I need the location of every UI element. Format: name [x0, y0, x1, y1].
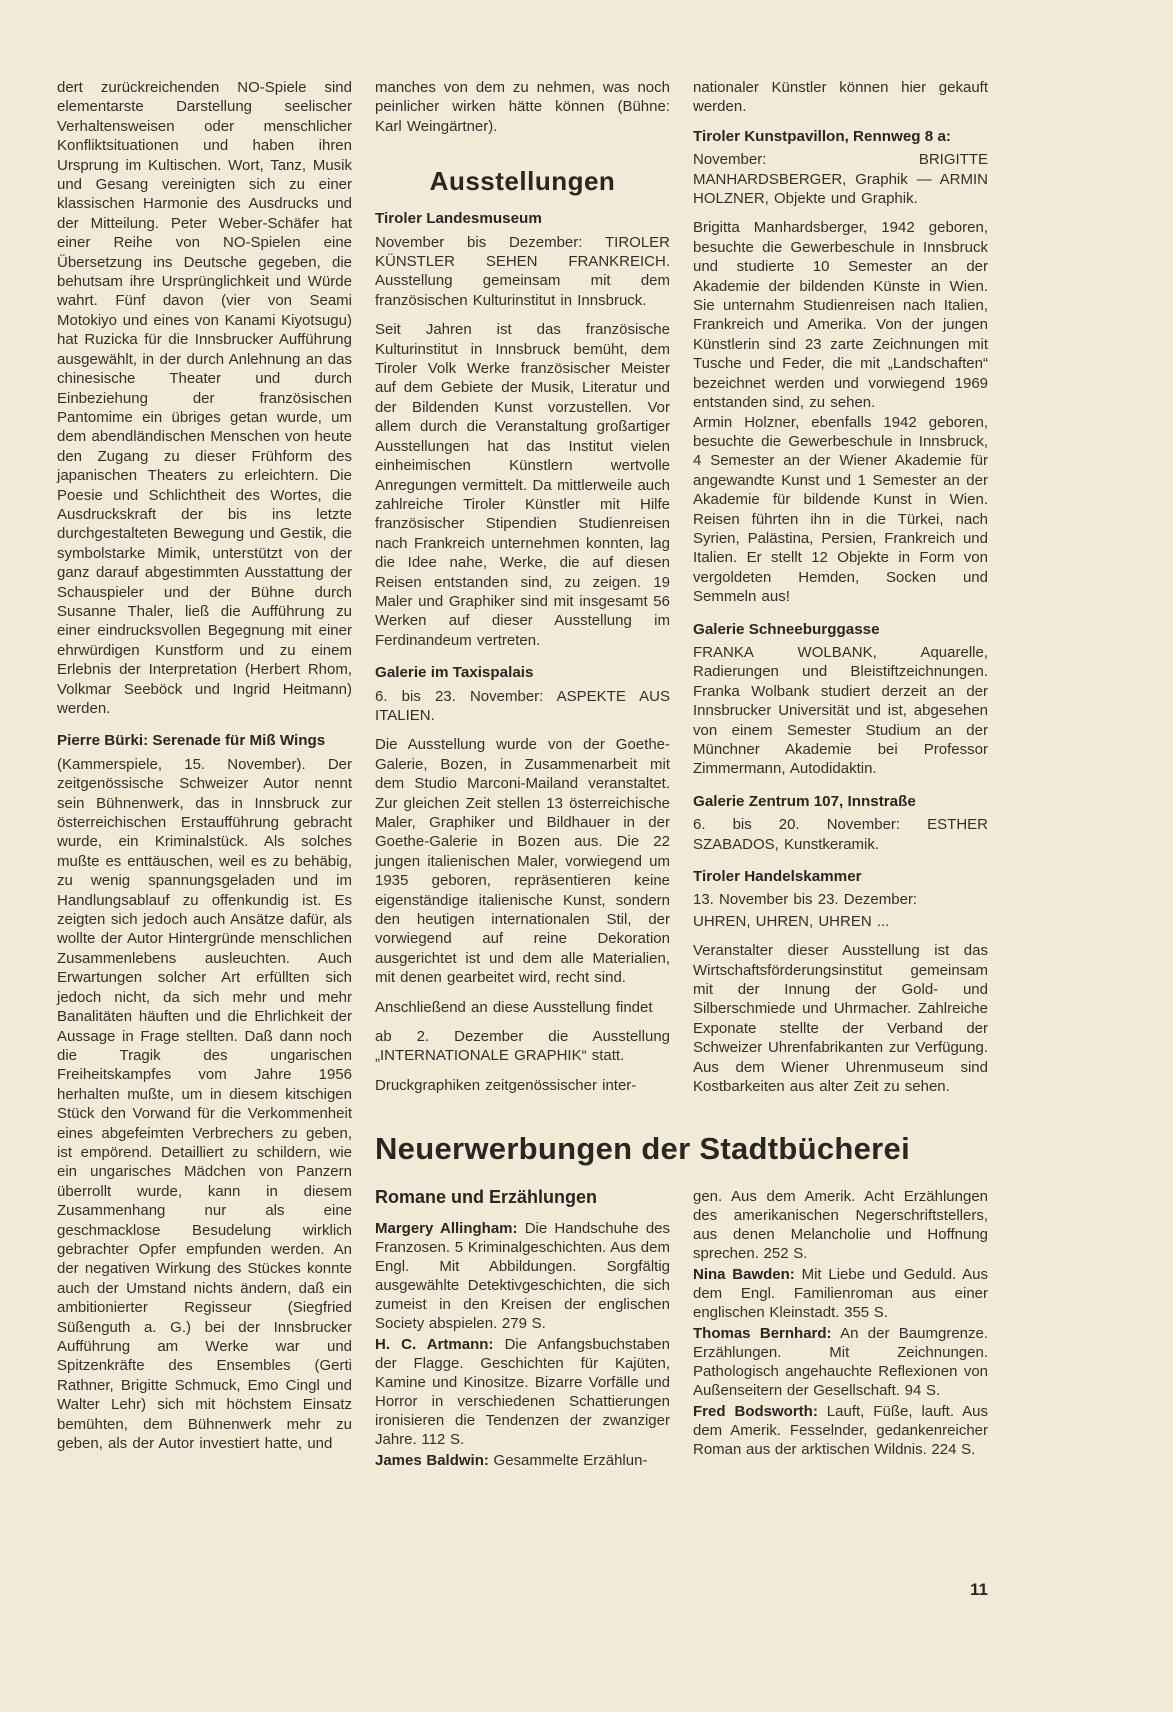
book-author: Margery Allingham: [375, 1219, 518, 1237]
book-text: Lauft, Füße, lauft. Aus dem Amerik. Fesselnder, gedankenreicher Roman aus der arktischen Wildnis. 224 S. [693, 1402, 988, 1458]
continuation-paragraph-2: nationaler Künstler können hier gekauft werden. [693, 79, 988, 116]
book-text: Die Handschuhe des Franzosen. 5 Kriminalgeschichten. Aus dem Engl. Mit Abbildungen. Sorgfältig ausgewählte Detektivgeschichten, die sich zumeist in den Kreisen der englischen Society abspielen. 279 S. [375, 1219, 671, 1332]
library-columns [375, 1187, 988, 1472]
library-section-title: Neuerwerbungen der Stadtbücherei [375, 1130, 910, 1166]
library-column-right [693, 1187, 988, 1472]
taxispalais-paragraph-4: ab 2. Dezember die Ausstellung „INTERNATIONALE GRAPHIK“ statt. [375, 1028, 670, 1065]
book-entry-artmann [375, 1335, 670, 1449]
book-entry-bawden [693, 1265, 988, 1322]
book-author: Fred Bodsworth: [693, 1402, 818, 1420]
buerki-heading: Pierre Bürki: Serenade für Miß Wings [57, 732, 326, 750]
kunstpavillon-paragraph-1: November: BRIGITTE MANHARDSBERGER, Graphik — ARMIN HOLZNER, Objekte und Graphik. [693, 151, 988, 208]
handelskammer-heading: Tiroler Handelskammer [693, 868, 862, 886]
landesmuseum-paragraph-2: Seit Jahren ist das französische Kulturinstitut in Innsbruck bemüht, dem Tiroler Volk Werke französischer Meister auf dem Gebiete der Musik, Literatur und der Bildenden Kunst vorzustellen. Vor allem durch die Veranstaltung großartiger Ausstellungen hat das Institut vielen einheimischen Künstlern wertvolle Anregungen vermittelt. Da mittlerweile auch zahlreiche Tiroler Künstler mit Hilfe französischer Stipendien Studienreisen nach Frankreich unternehmen konnten, lag die Idee nahe, Werke, die auf diesen Reisen entstanden sind, zu zeigen. 19 Maler und Graphiker sind mit insgesamt 56 Werken auf dieser Ausstellung im Ferdinandeum vertreten. [375, 321, 670, 649]
book-entry-baldwin-continuation [693, 1187, 988, 1263]
buerki-review-paragraph: (Kammerspiele, 15. November). Der zeitgenössische Schweizer Autor nennt sein Bühnenwerk, das in Innsbruck zur österreichischen Erstaufführung gebracht wurde, ein Kriminalstück. Als solches mußte es enttäuschen, weil es zu behäbig, zu wenig spannungsgeladen und im Handlungsablauf zu offenkundig ist. Es zeigten sich jedoch auch Ansätze dafür, als wollte der Autor Hintergründe menschlichen Zusammenlebens ausleuchten. Auch Erwartungen solcher Art erfüllten sich jedoch nicht, da sich mehr und mehr Banalitäten häuften und die Ehrlichkeit der Aussage in Frage stellten. Daß dann noch die Tragik des ungarischen Freiheitskampfes vom Jahre 1956 herhalten mußte, um in diesem kitschigen Stück den Vorwand für die Verkommenheit eines abgefeimten Verbrechers zu geben, ist empörend. Detailliert zu schildern, wie ein ungarisches Mädchen von Panzern überrollt wurde, kann in diesem Zusammenhang nur als eine geschmacklose Besudelung wirklich gebrachter Opfer empfunden werden. An der negativen Wirkung des Stückes konnte auch der Umstand nichts ändern, daß ein ambitionierter Regisseur (Siegfried Süßenguth a. G.) bei der Innsbrucker Aufführung am Werke war und Spitzenkräfte des Ensembles (Gerti Rathner, Brigitte Schmuck, Emo Cingl und Walter Lehr) sich mit höchstem Einsatz bemühten, dem Bühnenwerk mehr zu geben, als der Autor investiert hatte, und [57, 755, 352, 1453]
handelskammer-paragraph-1: 13. November bis 23. Dezember: [693, 891, 918, 909]
landesmuseum-paragraph-1: November bis Dezember: TIROLER KÜNSTLER SEHEN FRANKREICH. Ausstellung gemeinsam mit dem französischen Kulturinstitut in Innsbruck. [375, 233, 670, 309]
book-entry-allingham [375, 1219, 670, 1333]
ausstellungen-heading: Ausstellungen [429, 166, 616, 197]
kunstpavillon-paragraph-3: Armin Holzner, ebenfalls 1942 geboren, besuchte die Gewerbeschule in Innsbruck, 4 Semester an der Wiener Akademie für angewandte Kunst und 1 Semester an der Akademie für bildende Kunst in Wien. Reisen führten ihn in die Türkei, nach Syrien, Palästina, Persien, Frankreich und Italien. Er stellt 12 Objekte in Form von vergoldeten Hemden, Socken und Semmeln aus! [693, 413, 988, 606]
schneeburggasse-paragraph: FRANKA WOLBANK, Aquarelle, Radierungen und Bleistiftzeichnungen. Franka Wolbank studiert derzeit an der Innsbrucker Universität und ist, abgesehen von einem Semester Studium an der Münchner Akademie bei Professor Zimmermann, Autodidaktin. [693, 643, 988, 778]
page-content [57, 78, 988, 1472]
kunstpavillon-paragraph-2: Brigitta Manhardsberger, 1942 geboren, besuchte die Gewerbeschule in Innsbruck und studierte 10 Semester an der Akademie der bildenden Künste in Wien. Sie unternahm Studienreisen nach Italien, Frankreich und Amerika. Von der jungen Künstlerin sind 23 zarte Zeichnungen mit Tusche und Feder, die mit „Landschaften“ bezeichnet werden und vorwiegend 1969 entstanden sind, zu sehen. [693, 219, 988, 412]
library-section [375, 1131, 988, 1472]
column-right [693, 78, 988, 1097]
right-area [375, 78, 988, 1472]
book-text: An der Baumgrenze. Erzählungen. Mit Zeichnungen. Pathologisch angehauchte Reflexionen von Außenseitern der Gesellschaft. 94 S. [693, 1324, 989, 1399]
column-left [57, 78, 352, 1472]
book-author: Nina Bawden: [693, 1265, 795, 1283]
schneeburggasse-heading: Galerie Schneeburggasse [693, 620, 880, 638]
zentrum-heading: Galerie Zentrum 107, Innstraße [693, 792, 916, 810]
taxispalais-paragraph-2: Die Ausstellung wurde von der Goethe-Galerie, Bozen, in Zusammenarbeit mit dem Studio Marconi-Mailand veranstaltet. Zur gleichen Zeit stellen 13 österreichische Maler, Graphiker und Bildhauer in der Goethe-Galerie in Bozen aus. Die 22 jungen italienischen Maler, vorwiegend um 1935 geboren, repräsentieren keine eigenständige italienische Kunst, sondern den heutigen internationalen Stil, der vorwiegend auf reine Dekoration ausgerichtet ist und dem alle Materialien, mit denen gearbeitet wird, recht sind. [375, 736, 670, 987]
taxispalais-heading: Galerie im Taxispalais [375, 664, 534, 682]
book-author: Thomas Bernhard: [693, 1324, 832, 1342]
column-middle [375, 78, 670, 1097]
top-row [375, 78, 988, 1097]
page-number: 11 [970, 1580, 988, 1599]
kunstpavillon-heading: Tiroler Kunstpavillon, Rennweg 8 a: [693, 127, 951, 145]
book-author: James Baldwin: [375, 1451, 489, 1469]
book-text: Die Anfangsbuchstaben der Flagge. Geschichten für Kajüten, Kamine und Kinositze. Bizarre Vorfälle und Horror in verschiedenen Schattierungen ironisieren die Tendenzen der zwanziger Jahre. 112 S. [375, 1335, 670, 1448]
handelskammer-paragraph-2: UHREN, UHREN, UHREN ... [693, 912, 890, 930]
book-text: Mit Liebe und Geduld. Aus dem Engl. Familienroman aus einer englischen Kleinstadt. 355 S. [693, 1265, 989, 1321]
book-entry-bodsworth [693, 1402, 988, 1459]
zentrum-paragraph: 6. bis 20. November: ESTHER SZABADOS, Kunstkeramik. [693, 816, 988, 853]
taxispalais-paragraph-1: 6. bis 23. November: ASPEKTE AUS ITALIEN. [375, 687, 670, 724]
handelskammer-paragraph-3: Veranstalter dieser Ausstellung ist das Wirtschaftsförderungsinstitut gemeinsam mit der Innung der Gold- und Silberschmiede und Uhrmacher. Zahlreiche Exponate stellte der Verband der Schweizer Uhrenfabrikanten zur Verfügung. Aus dem Wiener Uhrenmuseum sind Kostbarkeiten aus alter Zeit zu sehen. [693, 942, 988, 1096]
book-entry-bernhard [693, 1324, 988, 1400]
library-column-left [375, 1187, 670, 1472]
book-text: gen. Aus dem Amerik. Acht Erzählungen des amerikanischen Negerschriftstellers, aus denen Melancholie und Hoffnung sprechen. 252 S. [693, 1187, 988, 1262]
no-spiele-paragraph: dert zurückreichenden NO-Spiele sind elementarste Darstellung seelischer Verhaltensweisen oder menschlicher Konfliktsituationen und haben ihren Ursprung im Kultischen. Wort, Tanz, Musik und Gesang vereinigten sich zu einer klassischen Harmonie des Ausdrucks und der Mitteilung. Peter Weber-Schäfer hat einer Reihe von NO-Spielen eine Übersetzung ins Deutsche gegeben, die behutsam ihre Ursprünglichkeit und Würde wahrt. Fünf davon (vier von Seami Motokiyo und eines von Kanami Kiyotsugu) hat Ruzicka für die Innsbrucker Aufführung ausgewählt, in der durch Anlehnung an das chinesische Theater und durch Einbeziehung der französischen Pantomime ein übriges getan wurde, um dem abendländischen Menschen von heute den Zugang zu dieser Frühform des japanischen Theaters zu erleichtern. Die Poesie und Schlichtheit des Wortes, die Ausdruckskraft der bis ins letzte durchgestalteten Bewegung und Gestik, die symbolstarke Mimik, unterstützt von der ganz darauf abgestimmten Ausstattung der Schauspieler und der Bühne durch Susanne Thaler, ließ die Aufführung zu einer eindrucksvollen Begegnung mit einer ehrwürdigen Kunstform und zu einem Erlebnis der Interpretation (Herbert Rhom, Volkmar Seeböck und Ingrid Heitmann) werden. [57, 79, 352, 717]
book-text: Gesammelte Erzählun- [493, 1451, 648, 1469]
taxispalais-paragraph-5: Druckgraphiken zeitgenössischer inter- [375, 1076, 637, 1094]
romane-heading: Romane und Erzählungen [375, 1186, 598, 1207]
book-entry-baldwin [375, 1451, 670, 1470]
landesmuseum-heading: Tiroler Landesmuseum [375, 210, 542, 228]
taxispalais-paragraph-3: Anschließend an diese Ausstellung findet [375, 998, 653, 1016]
book-author: H. C. Artmann: [375, 1335, 494, 1353]
continuation-paragraph: manches von dem zu nehmen, was noch peinlicher wirken hätte können (Bühne: Karl Weingärtner). [375, 79, 670, 135]
